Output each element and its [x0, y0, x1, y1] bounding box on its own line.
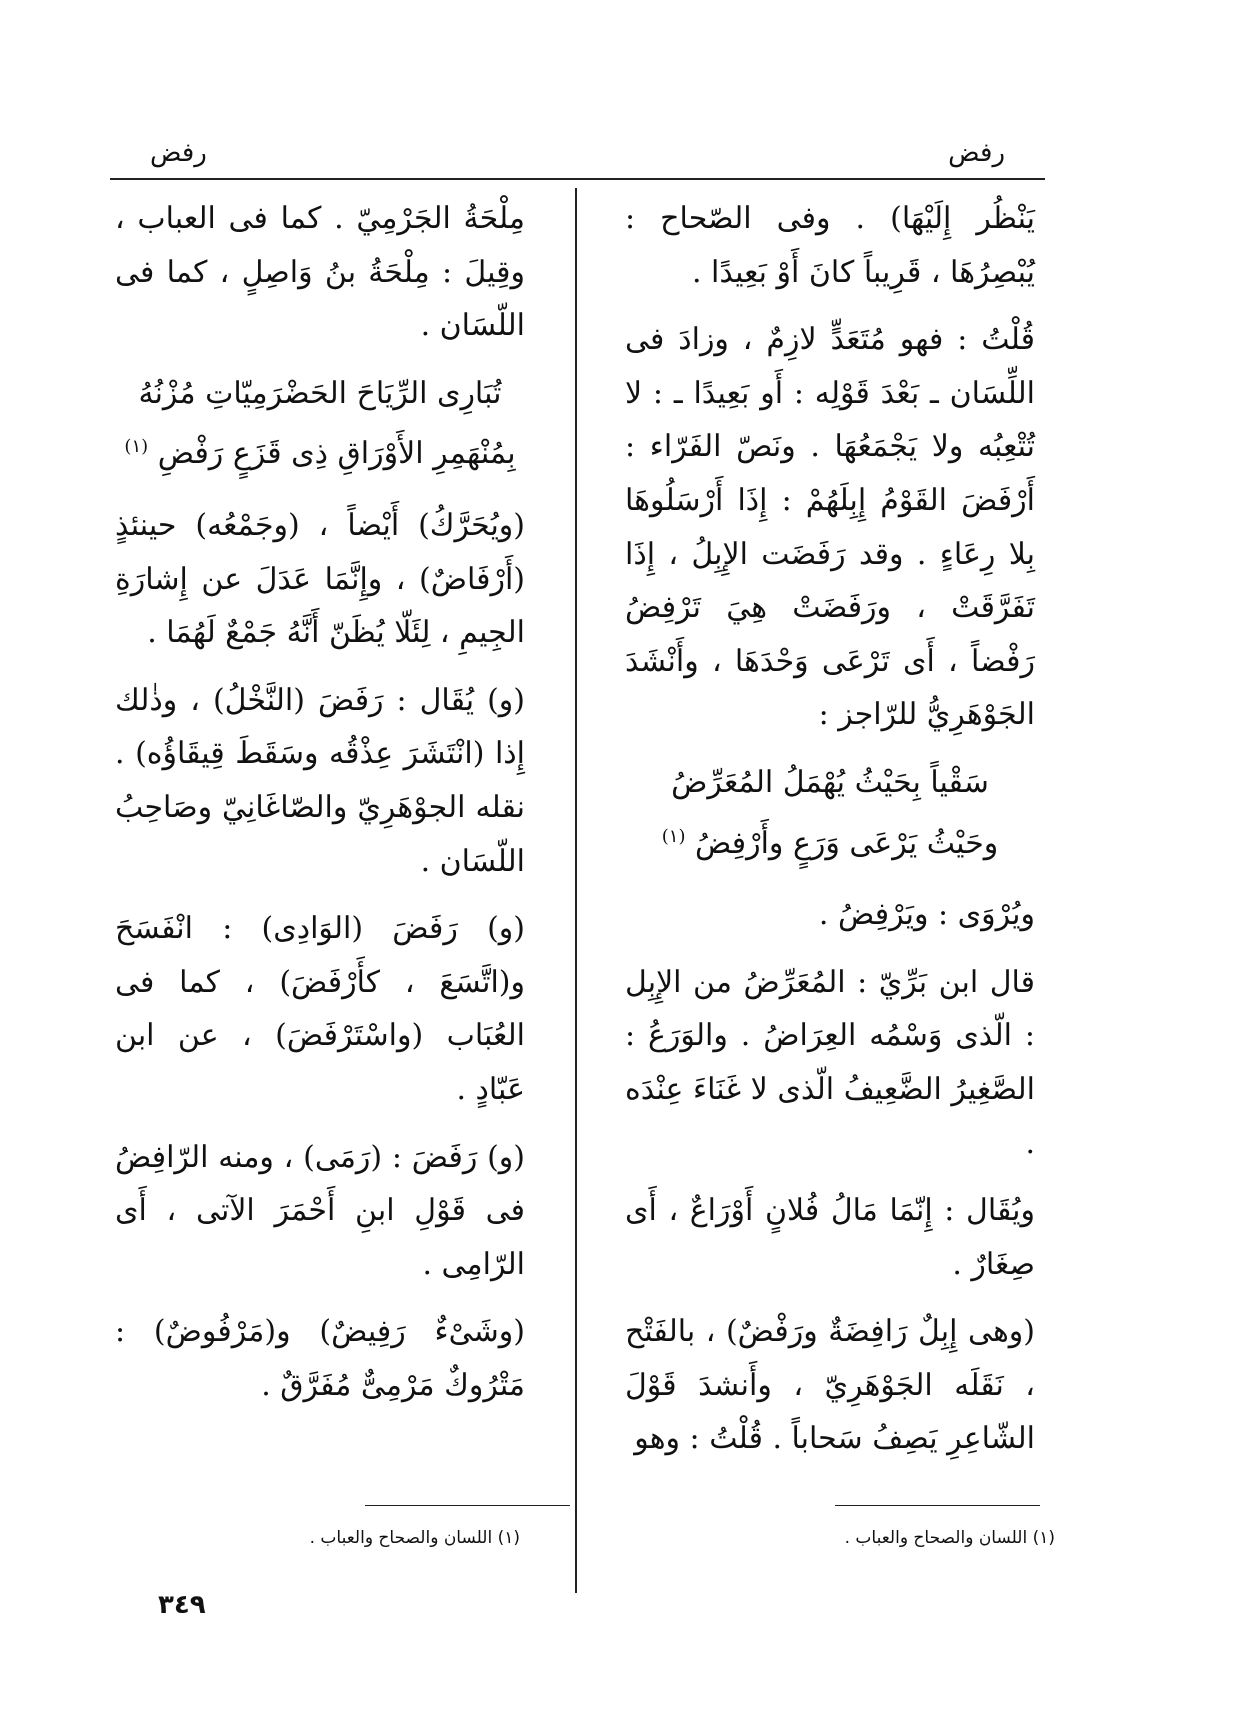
- paragraph: يَنْظُر إِلَيْهَا) . وفى الصّحاح : يُبْصِرُهَا ، قَرِيباً كانَ أَوْ بَعِيدًا .: [625, 201, 1035, 290]
- footnote-mark: (١): [661, 825, 686, 847]
- page-number: ٣٤٩: [158, 1590, 206, 1620]
- verse: [625, 756, 1035, 870]
- paragraph: ويُقَال : إِنّمَا مَالُ فُلانٍ أَوْرَاعٌ ، أَى صِغَارٌ .: [625, 1193, 1035, 1282]
- verse-text: بِمُنْهَمِرِ الأَوْرَاقِ ذِى قَزَعٍ رَفْضِ: [157, 436, 516, 472]
- verse: [115, 367, 525, 481]
- header-rule: [110, 178, 1045, 180]
- footnote-rule-right: [835, 1505, 1040, 1506]
- paragraph: (ويُحَرَّكُ) أَيْضاً ، (وجَمْعُه) حينئذٍ (أَرْفَاضٌ) ، وإِنَّمَا عَدَلَ عن إِشارَةِ الجِيمِ ، لِئَلّا يُظَنّ أَنَّهُ جَمْعٌ لَهُمَا .: [115, 507, 525, 651]
- footnote-rule-left: [365, 1505, 570, 1506]
- running-head-right: رفض: [948, 138, 1005, 168]
- left-column: [115, 192, 525, 1426]
- paragraph: مِلْحَةُ الجَرْمِيّ . كما فى العباب ، وقِيلَ : مِلْحَةُ بنُ وَاصِلٍ ، كما فى اللّسَان .: [115, 201, 525, 344]
- paragraph: (و) رَفَضَ (الوَادِى) : انْفَسَحَ و(اتَّسَعَ ، كأَرْفَضَ) ، كما فى العُبَاب (واسْتَرْفَضَ) ، عن ابن عَبّادٍ .: [115, 911, 525, 1107]
- verse-line: [115, 420, 525, 481]
- footnote-mark: (١): [124, 436, 149, 458]
- paragraph: (و) يُقَال : رَفَضَ (النَّخْلُ) ، وذٰلك إِذا (انْتَشَرَ عِذْقُه وسَقَطَ قِيقَاؤُه) . نقله الجوْهَرِيّ والصّاغَانِيّ وصَاحِبُ اللّسَان .: [115, 682, 525, 879]
- footnote-left: (١) اللسان والصحاح والعباب .: [309, 1528, 520, 1548]
- right-column: [625, 192, 1035, 1480]
- verse-text: وحَيْثُ يَرْعَى وَرَعٍ وأَرْفِضُ: [695, 825, 999, 861]
- footnote-right: (١) اللسان والصحاح والعباب .: [844, 1528, 1055, 1548]
- verse-line: [625, 810, 1035, 871]
- paragraph: قال ابن بَرِّيّ : المُعَرِّضُ من الإِبِل : الّذى وَسْمُه العِرَاضُ . والوَرَعُ : الصَّغِيرُ الضَّعِيفُ الّذى لا غَنَاءَ عِنْدَه .: [625, 964, 1035, 1161]
- paragraph: (وشَىْءٌ رَفِيضٌ) و(مَرْفُوضٌ) : مَتْرُوكٌ مَرْمِىٌّ مُفَرَّقٌ .: [115, 1314, 525, 1403]
- running-head-left: رفض: [150, 138, 207, 168]
- paragraph: قُلْتُ : فهو مُتَعَدٍّ لازِمٌ ، وزادَ فى اللِّسَان ـ بَعْدَ قَوْلِه : أَو بَعِيدًا ـ : لا تُتْعِبُه ولا يَجْمَعُهَا . ونَصّ الفَرّاء : أَرْفَضَ القَوْمُ إِبِلَهُمْ : إِذَا أَرْسَلُوهَا بِلا رِعَاءٍ . وقد رَفَضَت الإِبِلُ ، إِذَا تَفَرَّقَتْ ، ورَفَضَتْ هِيَ تَرْفِضُ رَفْضاً ، أَى تَرْعَى وَحْدَهَا ، وأَنْشَدَ الجَوْهَرِيُّ للرّاجز :: [625, 322, 1035, 733]
- column-divider: [575, 188, 577, 1593]
- verse-line: تُبَارِى الرِّيَاحَ الحَضْرَمِيّاتِ مُزْنُهُ: [138, 375, 502, 411]
- paragraph: ويُرْوَى : ويَرْفِضُ .: [818, 897, 1035, 933]
- paragraph: (و) رَفَضَ : (رَمَى) ، ومنه الرّافِضُ فى قَوْلِ ابنِ أَحْمَرَ الآتى ، أَى الرّامِى .: [115, 1139, 525, 1282]
- paragraph: (وهى إِبِلٌ رَافِضَةٌ ورَفْضٌ) ، بالفَتْح ، نَقَلَه الجَوْهَرِيّ ، وأَنشدَ قَوْلَ الشّاعِرِ يَصِفُ سَحاباً . قُلْتُ : وهو: [625, 1314, 1035, 1457]
- verse-line: سَقْياً بِحَيْثُ يُهْمَلُ المُعَرِّضُ: [671, 764, 989, 800]
